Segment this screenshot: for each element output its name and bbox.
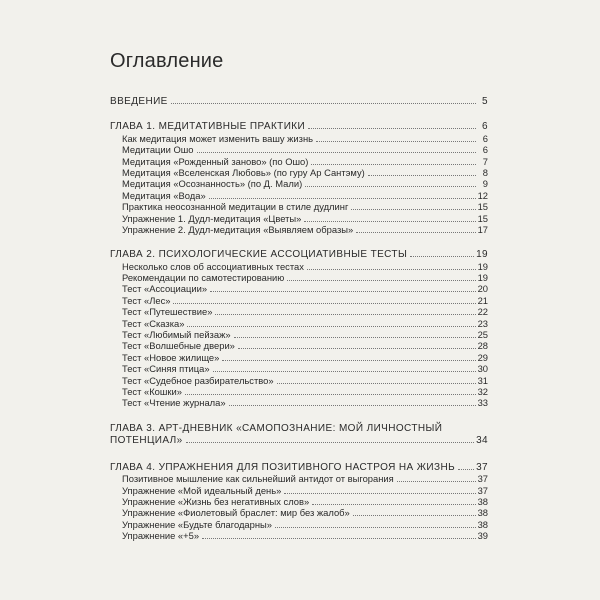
toc-entry-label: Тест «Путешествие» xyxy=(122,306,213,318)
toc-entry-label: Тест «Сказка» xyxy=(122,317,185,329)
toc-entry[interactable] xyxy=(110,519,488,530)
toc-entry[interactable] xyxy=(110,213,488,224)
dot-leader xyxy=(368,175,476,176)
toc-page-number: 38 xyxy=(477,518,488,530)
toc-entry[interactable] xyxy=(110,329,488,340)
dot-leader xyxy=(308,128,476,129)
toc-page-number: 39 xyxy=(477,530,488,542)
toc-entry[interactable] xyxy=(110,156,488,167)
toc-page-number: 8 xyxy=(482,166,488,178)
toc-entry-label: Медитация «Осознанность» (по Д. Мали) xyxy=(122,178,303,190)
toc-entry-label: Медитация «Вода» xyxy=(122,189,206,201)
toc-entry-label: Тест «Новое жилище» xyxy=(122,351,220,363)
toc-page-number: 15 xyxy=(477,201,488,213)
table-of-contents xyxy=(110,96,488,542)
toc-entry-label: Упражнение «+5» xyxy=(122,530,200,542)
toc-entry-label-line-1: ГЛАВА 3. АРТ-ДНЕВНИК «САМОПОЗНАНИЕ: МОЙ ЛИЧНОСТНЫЙ xyxy=(110,422,443,434)
toc-page-number: 29 xyxy=(477,351,488,363)
dot-leader xyxy=(185,394,476,395)
toc-page-number: 7 xyxy=(482,155,488,167)
toc-entry[interactable] xyxy=(110,352,488,363)
toc-chapter-2-items xyxy=(110,261,488,409)
toc-entry-label: Несколько слов об ассоциативных тестах xyxy=(122,260,304,272)
toc-page-number: 19 xyxy=(477,272,488,284)
toc-entry-label-line-2: ПОТЕНЦИАЛ» xyxy=(110,435,183,447)
toc-page-number: 6 xyxy=(482,132,488,144)
toc-entry-label: Медитация «Вселенская Любовь» (по гуру Ар Сантэму) xyxy=(122,166,365,178)
toc-entry-label: ВВЕДЕНИЕ xyxy=(110,96,168,107)
dot-leader xyxy=(209,198,476,199)
toc-page-number: 22 xyxy=(477,306,488,318)
dot-leader xyxy=(210,291,476,292)
toc-chapter-1[interactable] xyxy=(110,121,488,132)
toc-page-number: 19 xyxy=(477,260,488,272)
toc-page-number: 28 xyxy=(477,340,488,352)
toc-page-number: 15 xyxy=(477,212,488,224)
toc-entry[interactable] xyxy=(110,397,488,408)
toc-chapter-1-items xyxy=(110,133,488,236)
dot-leader xyxy=(316,141,476,142)
toc-page-number: 6 xyxy=(482,121,488,133)
toc-entry[interactable] xyxy=(110,224,488,235)
toc-entry-label: Тест «Чтение журнала» xyxy=(122,397,226,409)
toc-page-number: 30 xyxy=(477,363,488,375)
toc-entry-label: Тест «Лес» xyxy=(122,294,171,306)
toc-page-number: 19 xyxy=(476,249,488,261)
dot-leader xyxy=(312,504,475,505)
dot-leader xyxy=(284,493,475,494)
toc-entry-label: Позитивное мышление как сильнейший антидот от выгорания xyxy=(122,473,394,485)
toc-page-number: 21 xyxy=(477,294,488,306)
toc-entry-label: Медитации Ошо xyxy=(122,144,194,156)
dot-leader xyxy=(351,209,475,210)
toc-entry-label: Тест «Любимый пейзаж» xyxy=(122,329,231,341)
dot-leader xyxy=(234,337,476,338)
toc-entry[interactable] xyxy=(110,340,488,351)
toc-chapter-4[interactable] xyxy=(110,462,488,473)
toc-entry-intro[interactable] xyxy=(110,96,488,107)
dot-leader xyxy=(173,303,475,304)
dot-leader xyxy=(202,538,476,539)
dot-leader xyxy=(410,256,474,257)
toc-entry[interactable] xyxy=(110,295,488,306)
toc-entry[interactable] xyxy=(110,473,488,484)
toc-entry-label: Тест «Волшебные двери» xyxy=(122,340,235,352)
dot-leader xyxy=(305,186,476,187)
page-title: Оглавление xyxy=(110,50,224,72)
toc-page-number: 5 xyxy=(482,96,488,107)
toc-page-number: 25 xyxy=(477,329,488,341)
toc-entry-label: Упражнение «Будьте благодарны» xyxy=(122,518,272,530)
toc-page-number: 37 xyxy=(477,484,488,496)
toc-page-number: 12 xyxy=(477,189,488,201)
toc-page-number: 34 xyxy=(476,435,488,447)
dot-leader xyxy=(287,280,475,281)
toc-page-number: 33 xyxy=(477,397,488,409)
toc-entry[interactable] xyxy=(110,306,488,317)
toc-entry-label: ГЛАВА 1. МЕДИТАТИВНЫЕ ПРАКТИКИ xyxy=(110,121,306,133)
toc-entry[interactable] xyxy=(110,167,488,178)
toc-entry[interactable] xyxy=(110,386,488,397)
toc-entry-label: ГЛАВА 4. УПРАЖНЕНИЯ ДЛЯ ПОЗИТИВНОГО НАСТРОЯ НА ЖИЗНЬ xyxy=(110,461,456,473)
dot-leader xyxy=(222,360,475,361)
toc-entry-label: Упражнение «Фиолетовый браслет: мир без жалоб» xyxy=(122,507,350,519)
toc-entry-label: Тест «Ассоциации» xyxy=(122,283,208,295)
toc-entry-label: Медитация «Рожденный заново» (по Ошо) xyxy=(122,155,309,167)
toc-entry[interactable] xyxy=(110,272,488,283)
toc-entry-label: Рекомендации по самотестированию xyxy=(122,272,285,284)
toc-entry[interactable] xyxy=(110,133,488,144)
dot-leader xyxy=(186,442,474,443)
toc-entry-label: Упражнение «Жизнь без негативных слов» xyxy=(122,495,310,507)
dot-leader xyxy=(397,481,476,482)
dot-leader xyxy=(229,405,476,406)
toc-entry[interactable] xyxy=(110,201,488,212)
toc-page-number: 6 xyxy=(482,144,488,156)
toc-page-number: 31 xyxy=(477,374,488,386)
toc-entry-label: Упражнение «Мой идеальный день» xyxy=(122,484,282,496)
toc-entry[interactable] xyxy=(110,496,488,507)
toc-entry-label: Упражнение 1. Дудл-медитация «Цветы» xyxy=(122,212,302,224)
dot-leader xyxy=(353,515,476,516)
dot-leader xyxy=(197,152,476,153)
toc-entry-label: Тест «Кошки» xyxy=(122,385,182,397)
toc-page-number: 37 xyxy=(476,461,488,473)
toc-entry[interactable] xyxy=(110,507,488,518)
toc-chapter-2[interactable] xyxy=(110,249,488,260)
dot-leader xyxy=(213,371,476,372)
toc-page-number: 9 xyxy=(482,178,488,190)
toc-chapter-3[interactable] xyxy=(110,423,488,448)
toc-page-number: 17 xyxy=(477,223,488,235)
toc-entry-label: Тест «Синяя птица» xyxy=(122,363,210,375)
dot-leader xyxy=(458,469,474,470)
dot-leader xyxy=(307,269,476,270)
toc-entry[interactable] xyxy=(110,530,488,541)
toc-entry[interactable] xyxy=(110,261,488,272)
dot-leader xyxy=(304,221,475,222)
toc-entry[interactable] xyxy=(110,144,488,155)
toc-page-number: 23 xyxy=(477,317,488,329)
toc-entry-label: Как медитация может изменить вашу жизнь xyxy=(122,132,314,144)
toc-entry-label: Практика неосознанной медитации в стиле дудлинг xyxy=(122,201,349,213)
toc-entry[interactable] xyxy=(110,485,488,496)
dot-leader xyxy=(275,527,476,528)
dot-leader xyxy=(171,103,476,104)
toc-page-number: 38 xyxy=(477,507,488,519)
toc-chapter-4-items xyxy=(110,473,488,541)
dot-leader xyxy=(187,326,475,327)
toc-page-number: 38 xyxy=(477,495,488,507)
dot-leader xyxy=(238,348,476,349)
toc-entry[interactable] xyxy=(110,190,488,201)
toc-entry-label: ГЛАВА 2. ПСИХОЛОГИЧЕСКИЕ АССОЦИАТИВНЫЕ ТЕСТЫ xyxy=(110,249,408,261)
toc-entry-label: Тест «Судебное разбирательство» xyxy=(122,374,274,386)
dot-leader xyxy=(311,164,476,165)
toc-entry-label: Упражнение 2. Дудл-медитация «Выявляем образы» xyxy=(122,223,354,235)
toc-entry[interactable] xyxy=(110,318,488,329)
toc-entry[interactable] xyxy=(110,363,488,374)
dot-leader xyxy=(356,232,475,233)
toc-entry[interactable] xyxy=(110,283,488,294)
toc-page-number: 37 xyxy=(477,473,488,485)
toc-page-number: 20 xyxy=(477,283,488,295)
dot-leader xyxy=(277,383,476,384)
dot-leader xyxy=(215,314,475,315)
toc-entry[interactable] xyxy=(110,178,488,189)
toc-page-number: 32 xyxy=(477,385,488,397)
toc-entry[interactable] xyxy=(110,375,488,386)
